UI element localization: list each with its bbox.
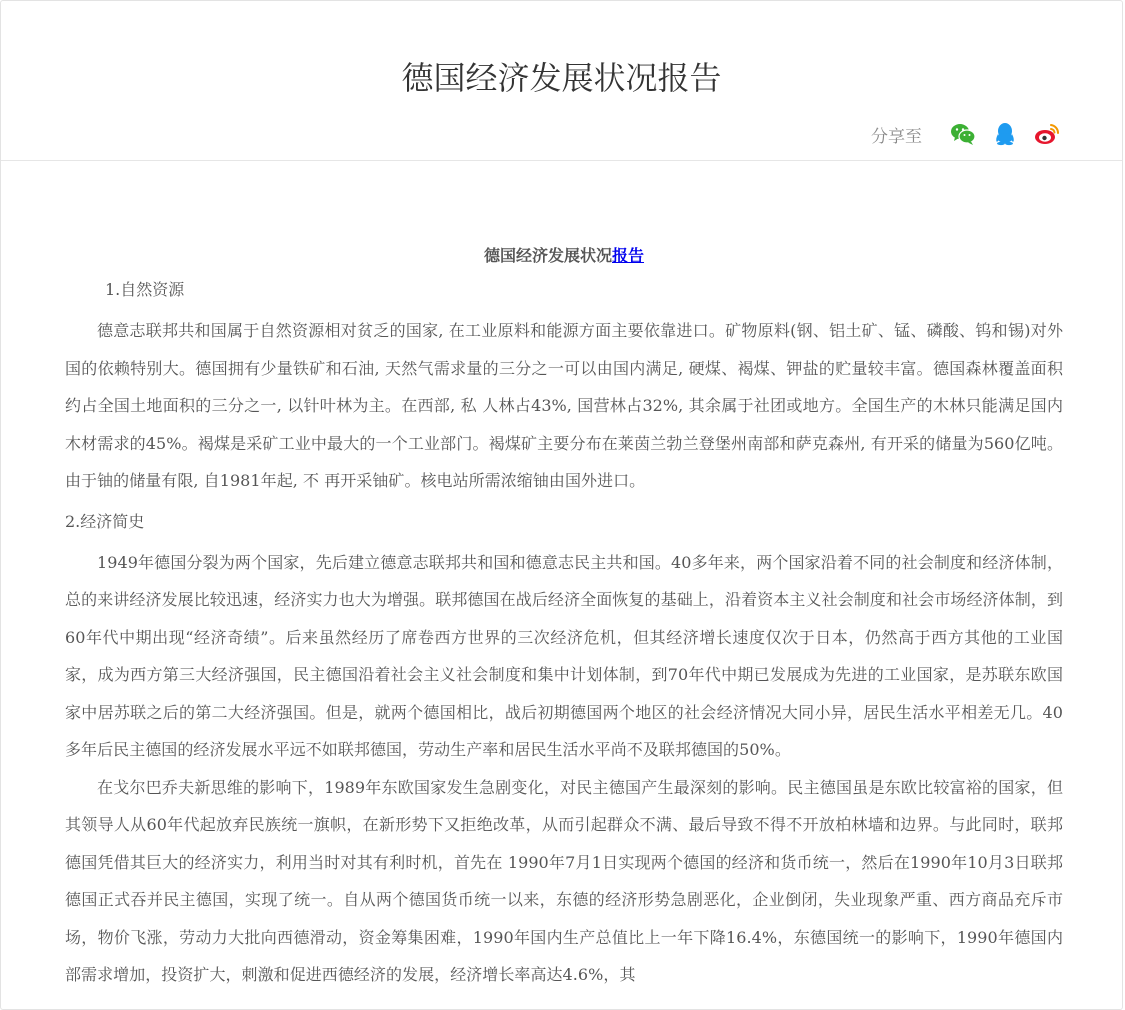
wechat-icon[interactable] [950,121,976,147]
page-title: 德国经济发展状况报告 [401,59,722,97]
article-title-text: 德国经济发展状况 [483,246,612,265]
page-header [1,1,1122,161]
article-title [65,243,1063,269]
section-heading-natural-resources: 1.自然资源 [105,280,185,299]
weibo-icon[interactable] [1034,121,1060,147]
article-body [65,243,1063,994]
report-link[interactable]: 报告 [612,246,645,265]
qq-icon[interactable] [992,121,1018,147]
share-label: 分享至 [871,126,922,147]
section-heading-economic-history: 2.经济简史 [65,511,145,531]
paragraph-reunification: 在戈尔巴乔夫新思维的影响下，1989年东欧国家发生急剧变化，对民主德国产生最深刻的影响。民主德国虽是东欧比较富裕的国家，但其领导人从60年代起放弃民族统一旗帜，在新形势下又拒绝改革，从而引起群众不满、最后导致不得不开放柏林墙和边界。与此同时，联邦德国凭借其巨大的经济实力，利用当时对其有利时机，首先在 1990年7月1日实现两个德国的经济和货币统一，然后在1990年10月3日联邦德国正式吞并民主德国，实现了统一。自从两个德国货币统一以来，东德的经济形势急剧恶化，企业倒闭，失业现象严重、西方商品充斥市场，物价飞涨，劳动力大批向西德滑动，资金筹集困难，1990年国内生产总值比上一年下降16.4%，东德国统一的影响下，1990年德国内部需求增加，投资扩大，刺激和促进西德经济的发展，经济增长率高达4.6%，其 [65,777,1063,984]
paragraph-natural-resources: 德意志联邦共和国属于自然资源相对贫乏的国家, 在工业原料和能源方面主要依靠进口。矿物原料(钢、铝土矿、锰、磷酸、钨和锡)对外国的依赖特别大。德国拥有少量铁矿和石油, 天然气需求量的三分之一可以由国内满足, 硬煤、褐煤、钾盐的贮量较丰富。德国森林覆盖面积约占全国土地面积的三分之一, 以针叶林为主。在西部, 私 人林占43%, 国营林占32%, 其余属于社团或地方。全国生产的木林只能满足国内木材需求的45%。褐煤是采矿工业中最大的一个工业部门。褐煤矿主要分布在莱茵兰勃兰登堡州南部和萨克森州, 有开采的储量为560亿吨。由于铀的储量有限, 自1981年起, 不 再开采铀矿。核电站所需浓缩铀由国外进口。 [65,321,1063,490]
share-bar [871,121,1060,147]
paragraph-economic-history: 1949年德国分裂为两个国家，先后建立德意志联邦共和国和德意志民主共和国。40多年来，两个国家沿着不同的社会制度和经济体制，总的来讲经济发展比较迅速，经济实力也大为增强。联邦德国在战后经济全面恢复的基础上，沿着资本主义社会制度和社会市场经济体制，到60年代中期出现“经济奇绩”。后来虽然经历了席卷西方世界的三次经济危机，但其经济增长速度仅次于日本，仍然高于西方其他的工业国家，成为西方第三大经济强国，民主德国沿着社会主义社会制度和集中计划体制，到70年代中期已发展成为先进的工业国家，是苏联东欧国家中居苏联之后的第二大经济强国。但是，就两个德国相比，战后初期德国两个地区的社会经济情况大同小异，居民生活水平相差无几。40多年后民主德国的经济发展水平远不如联邦德国，劳动生产率和居民生活水平尚不及联邦德国的50%。 [65,552,1063,759]
